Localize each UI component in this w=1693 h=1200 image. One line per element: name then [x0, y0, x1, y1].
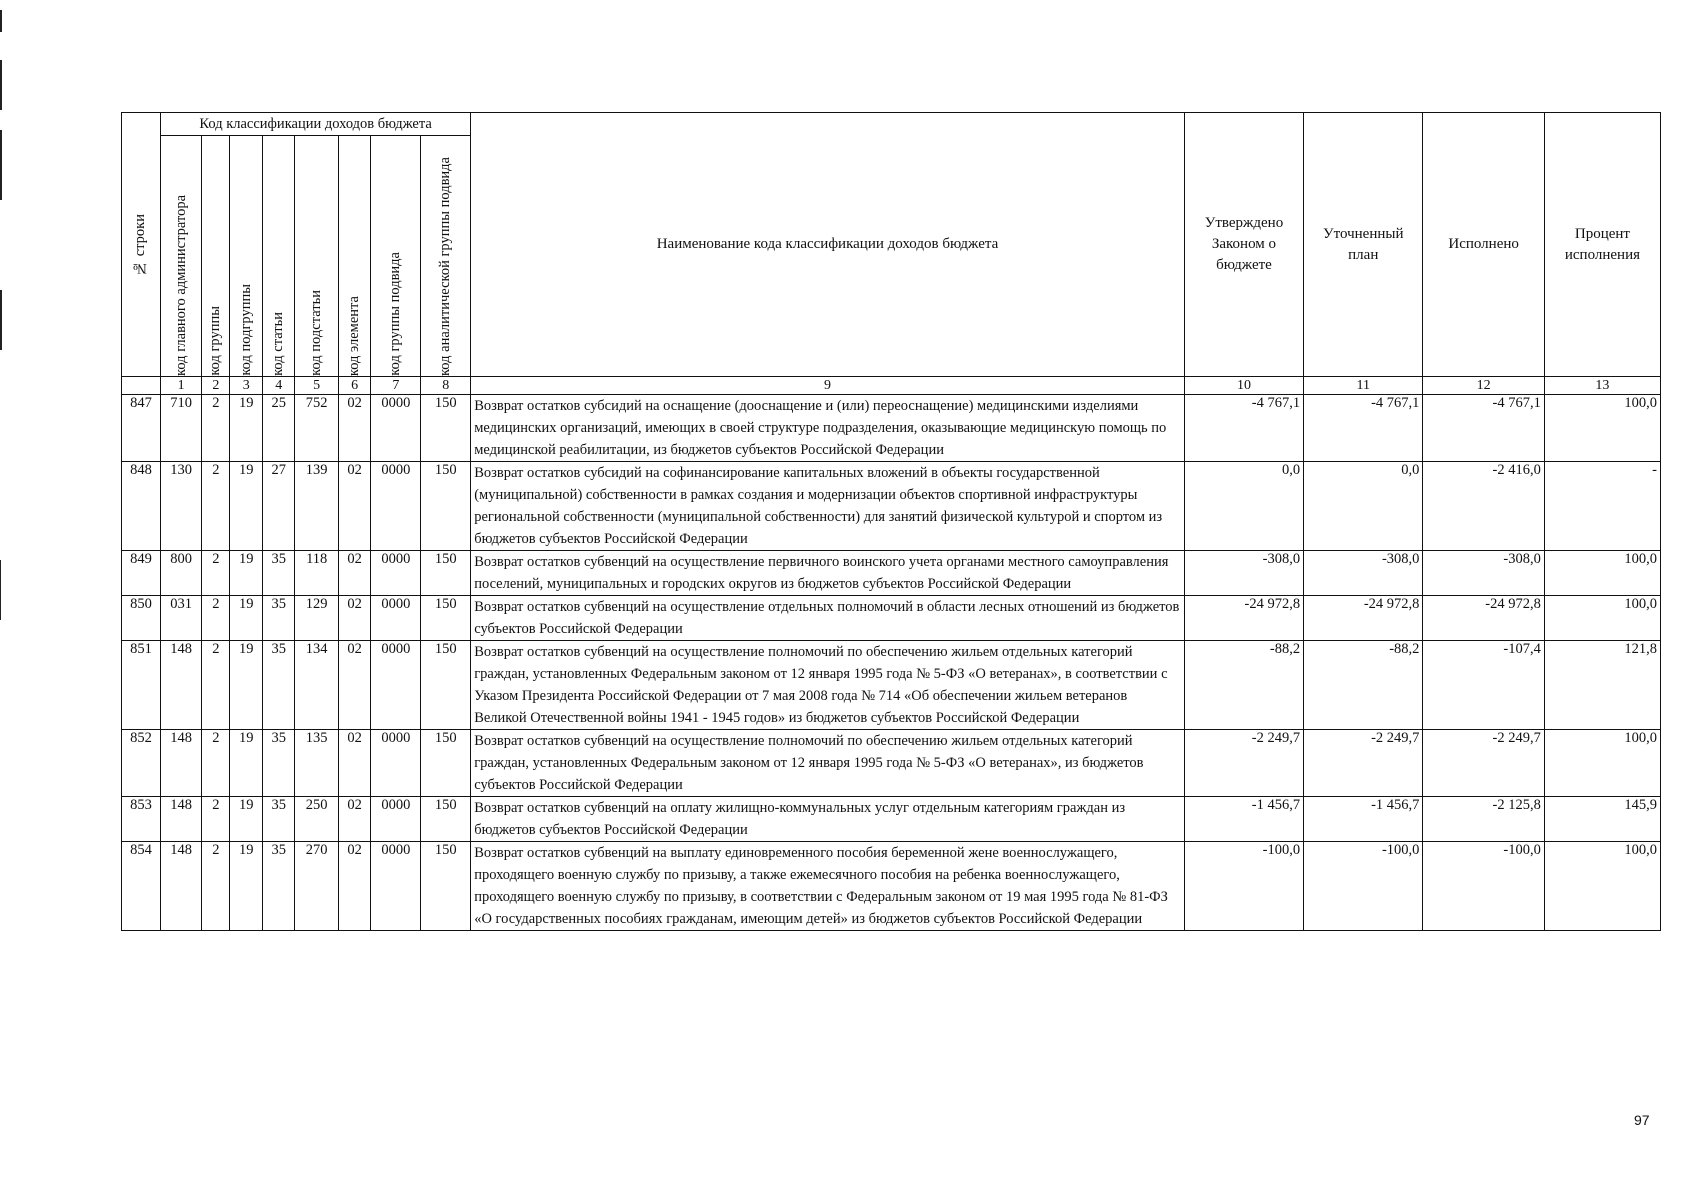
- execution-percent-cell: -: [1544, 462, 1660, 551]
- refined-amount-cell: -308,0: [1304, 551, 1423, 596]
- admin-code-cell: 710: [161, 395, 202, 462]
- execution-percent-cell: 100,0: [1544, 842, 1660, 931]
- table-row: [122, 797, 1661, 842]
- column-number: 13: [1544, 377, 1660, 395]
- element-code-cell: 02: [338, 842, 371, 931]
- element-code-cell: 02: [338, 462, 371, 551]
- admin-code-cell: 800: [161, 551, 202, 596]
- subgroup-code-cell: 19: [230, 551, 263, 596]
- column-number: [122, 377, 161, 395]
- executed-amount-cell: -4 767,1: [1423, 395, 1544, 462]
- approved-amount-cell: -24 972,8: [1184, 596, 1303, 641]
- subgroup-code-cell: 19: [230, 842, 263, 931]
- execution-percent-cell: 100,0: [1544, 551, 1660, 596]
- row-number-cell: 849: [122, 551, 161, 596]
- column-number: 5: [295, 377, 338, 395]
- column-number: 1: [161, 377, 202, 395]
- code-name-cell: Возврат остатков субсидий на софинансирование капитальных вложений в объекты государственной (муниципальной) собственности в рамках создания и модернизации объектов спортивной инфраструктуры региональной собственности (муниципальной собственности) для занятий физической культурой и спортом из бюджетов субъектов Российской Федерации: [471, 462, 1185, 551]
- column-number-row: [122, 377, 1661, 395]
- subarticle-code-cell: 134: [295, 641, 338, 730]
- element-code-cell: 02: [338, 730, 371, 797]
- refined-plan-header: Уточненный план: [1304, 113, 1423, 377]
- admin-code-cell: 148: [161, 730, 202, 797]
- code-column-header: код аналитической группы подвида: [421, 136, 471, 377]
- table-row: [122, 551, 1661, 596]
- article-code-cell: 35: [262, 551, 295, 596]
- executed-amount-cell: -2 249,7: [1423, 730, 1544, 797]
- article-code-cell: 35: [262, 641, 295, 730]
- subgroup-code-cell: 19: [230, 797, 263, 842]
- approved-amount-cell: -1 456,7: [1184, 797, 1303, 842]
- page-number: 97: [1634, 1112, 1650, 1128]
- execution-percent-cell: 145,9: [1544, 797, 1660, 842]
- article-code-cell: 35: [262, 797, 295, 842]
- subgroup-code-cell: 19: [230, 730, 263, 797]
- column-number: 7: [371, 377, 421, 395]
- code-column-header: код подстатьи: [295, 136, 338, 377]
- scan-edge-mark: [0, 290, 2, 350]
- code-name-cell: Возврат остатков субвенций на осуществление отдельных полномочий в области лесных отношений из бюджетов субъектов Российской Федерации: [471, 596, 1185, 641]
- code-name-cell: Возврат остатков субвенций на осуществление первичного воинского учета органами местного самоуправления поселений, муниципальных и городских округов из бюджетов субъектов Российской Федерации: [471, 551, 1185, 596]
- group-code-cell: 2: [202, 551, 230, 596]
- execution-percent-cell: 100,0: [1544, 395, 1660, 462]
- subarticle-code-cell: 129: [295, 596, 338, 641]
- approved-amount-cell: 0,0: [1184, 462, 1303, 551]
- subtype-group-code-cell: 0000: [371, 797, 421, 842]
- row-number-cell: 854: [122, 842, 161, 931]
- column-number: 6: [338, 377, 371, 395]
- executed-amount-cell: -100,0: [1423, 842, 1544, 931]
- column-number: 8: [421, 377, 471, 395]
- executed-amount-cell: -308,0: [1423, 551, 1544, 596]
- analytic-group-code-cell: 150: [421, 730, 471, 797]
- row-number-cell: 850: [122, 596, 161, 641]
- subtype-group-code-cell: 0000: [371, 730, 421, 797]
- table-row: [122, 596, 1661, 641]
- approved-amount-cell: -100,0: [1184, 842, 1303, 931]
- analytic-group-code-cell: 150: [421, 551, 471, 596]
- subarticle-code-cell: 139: [295, 462, 338, 551]
- element-code-cell: 02: [338, 551, 371, 596]
- group-code-cell: 2: [202, 462, 230, 551]
- executed-header: Исполнено: [1423, 113, 1544, 377]
- budget-revenue-table: [121, 112, 1661, 931]
- executed-amount-cell: -24 972,8: [1423, 596, 1544, 641]
- row-number-header: № строки: [122, 113, 161, 377]
- column-number: 11: [1304, 377, 1423, 395]
- analytic-group-code-cell: 150: [421, 596, 471, 641]
- article-code-cell: 35: [262, 842, 295, 931]
- row-number-cell: 848: [122, 462, 161, 551]
- group-code-cell: 2: [202, 842, 230, 931]
- admin-code-cell: 031: [161, 596, 202, 641]
- subtype-group-code-cell: 0000: [371, 551, 421, 596]
- subgroup-code-cell: 19: [230, 462, 263, 551]
- table-row: [122, 641, 1661, 730]
- approved-header: Утверждено Законом о бюджете: [1184, 113, 1303, 377]
- refined-amount-cell: -4 767,1: [1304, 395, 1423, 462]
- executed-amount-cell: -2 125,8: [1423, 797, 1544, 842]
- subgroup-code-cell: 19: [230, 641, 263, 730]
- code-column-header: код группы подвида: [371, 136, 421, 377]
- article-code-cell: 25: [262, 395, 295, 462]
- code-name-cell: Возврат остатков субвенций на оплату жилищно-коммунальных услуг отдельным категориям граждан из бюджетов субъектов Российской Федерации: [471, 797, 1185, 842]
- approved-amount-cell: -308,0: [1184, 551, 1303, 596]
- execution-percent-cell: 121,8: [1544, 641, 1660, 730]
- subtype-group-code-cell: 0000: [371, 842, 421, 931]
- subarticle-code-cell: 270: [295, 842, 338, 931]
- analytic-group-code-cell: 150: [421, 842, 471, 931]
- subgroup-code-cell: 19: [230, 596, 263, 641]
- code-name-header: Наименование кода классификации доходов бюджета: [471, 113, 1185, 377]
- column-number: 12: [1423, 377, 1544, 395]
- code-column-header: код подгруппы: [230, 136, 263, 377]
- code-column-header: код группы: [202, 136, 230, 377]
- refined-amount-cell: -88,2: [1304, 641, 1423, 730]
- code-name-cell: Возврат остатков субвенций на осуществление полномочий по обеспечению жильем отдельных категорий граждан, установленных Федеральным законом от 12 января 1995 года № 5-ФЗ «О ветеранах», из бюджетов субъектов Российской Федерации: [471, 730, 1185, 797]
- refined-amount-cell: -100,0: [1304, 842, 1423, 931]
- analytic-group-code-cell: 150: [421, 797, 471, 842]
- column-number: 4: [262, 377, 295, 395]
- group-code-cell: 2: [202, 395, 230, 462]
- admin-code-cell: 148: [161, 797, 202, 842]
- execution-percent-cell: 100,0: [1544, 596, 1660, 641]
- subarticle-code-cell: 752: [295, 395, 338, 462]
- refined-amount-cell: -24 972,8: [1304, 596, 1423, 641]
- element-code-cell: 02: [338, 395, 371, 462]
- element-code-cell: 02: [338, 641, 371, 730]
- row-number-cell: 847: [122, 395, 161, 462]
- refined-amount-cell: -1 456,7: [1304, 797, 1423, 842]
- code-column-header: код элемента: [338, 136, 371, 377]
- group-code-cell: 2: [202, 641, 230, 730]
- admin-code-cell: 148: [161, 641, 202, 730]
- refined-amount-cell: -2 249,7: [1304, 730, 1423, 797]
- code-name-cell: Возврат остатков субвенций на выплату единовременного пособия беременной жене военнослужащего, проходящего военную службу по призыву, а также ежемесячного пособия на ребенка военнослужащего, проходящего военную службу по призыву, в соответствии с Федеральным законом от 19 мая 1995 года № 81-ФЗ «О государственных пособиях гражданам, имеющим детей» из бюджетов субъектов Российской Федерации: [471, 842, 1185, 931]
- classification-code-group-header: Код классификации доходов бюджета: [161, 113, 471, 136]
- refined-amount-cell: 0,0: [1304, 462, 1423, 551]
- column-number: 10: [1184, 377, 1303, 395]
- element-code-cell: 02: [338, 797, 371, 842]
- scan-edge-mark: [0, 130, 2, 200]
- row-number-cell: 852: [122, 730, 161, 797]
- executed-amount-cell: -2 416,0: [1423, 462, 1544, 551]
- scan-edge-mark: [0, 60, 2, 110]
- subtype-group-code-cell: 0000: [371, 395, 421, 462]
- row-number-cell: 853: [122, 797, 161, 842]
- column-number: 9: [471, 377, 1185, 395]
- subtype-group-code-cell: 0000: [371, 462, 421, 551]
- analytic-group-code-cell: 150: [421, 641, 471, 730]
- article-code-cell: 35: [262, 730, 295, 797]
- code-name-cell: Возврат остатков субсидий на оснащение (дооснащение и (или) переоснащение) медицинскими изделиями медицинских организаций, имеющих в своей структуре подразделения, оказывающие медицинскую помощь по медицинской реабилитации, из бюджетов субъектов Российской Федерации: [471, 395, 1185, 462]
- group-code-cell: 2: [202, 596, 230, 641]
- group-code-cell: 2: [202, 797, 230, 842]
- percent-header: Процент исполнения: [1544, 113, 1660, 377]
- subgroup-code-cell: 19: [230, 395, 263, 462]
- analytic-group-code-cell: 150: [421, 395, 471, 462]
- approved-amount-cell: -88,2: [1184, 641, 1303, 730]
- admin-code-cell: 148: [161, 842, 202, 931]
- row-number-cell: 851: [122, 641, 161, 730]
- subarticle-code-cell: 250: [295, 797, 338, 842]
- scan-edge-mark: [0, 10, 2, 32]
- executed-amount-cell: -107,4: [1423, 641, 1544, 730]
- column-number: 3: [230, 377, 263, 395]
- article-code-cell: 27: [262, 462, 295, 551]
- subtype-group-code-cell: 0000: [371, 596, 421, 641]
- group-code-cell: 2: [202, 730, 230, 797]
- column-number: 2: [202, 377, 230, 395]
- table-row: [122, 395, 1661, 462]
- table-row: [122, 730, 1661, 797]
- table-row: [122, 462, 1661, 551]
- subarticle-code-cell: 118: [295, 551, 338, 596]
- code-name-cell: Возврат остатков субвенций на осуществление полномочий по обеспечению жильем отдельных категорий граждан, установленных Федеральным законом от 12 января 1995 года № 5-ФЗ «О ветеранах», в соответствии с Указом Президента Российской Федерации от 7 мая 2008 года № 714 «Об обеспечении жильем ветеранов Великой Отечественной войны 1941 - 1945 годов» из бюджетов субъектов Российской Федерации: [471, 641, 1185, 730]
- article-code-cell: 35: [262, 596, 295, 641]
- subarticle-code-cell: 135: [295, 730, 338, 797]
- approved-amount-cell: -4 767,1: [1184, 395, 1303, 462]
- code-column-header: код статьи: [262, 136, 295, 377]
- subtype-group-code-cell: 0000: [371, 641, 421, 730]
- table-body: [122, 395, 1661, 931]
- approved-amount-cell: -2 249,7: [1184, 730, 1303, 797]
- admin-code-cell: 130: [161, 462, 202, 551]
- code-column-header: код главного администратора: [161, 136, 202, 377]
- table-row: [122, 842, 1661, 931]
- analytic-group-code-cell: 150: [421, 462, 471, 551]
- element-code-cell: 02: [338, 596, 371, 641]
- execution-percent-cell: 100,0: [1544, 730, 1660, 797]
- scan-edge-mark: [0, 560, 1, 620]
